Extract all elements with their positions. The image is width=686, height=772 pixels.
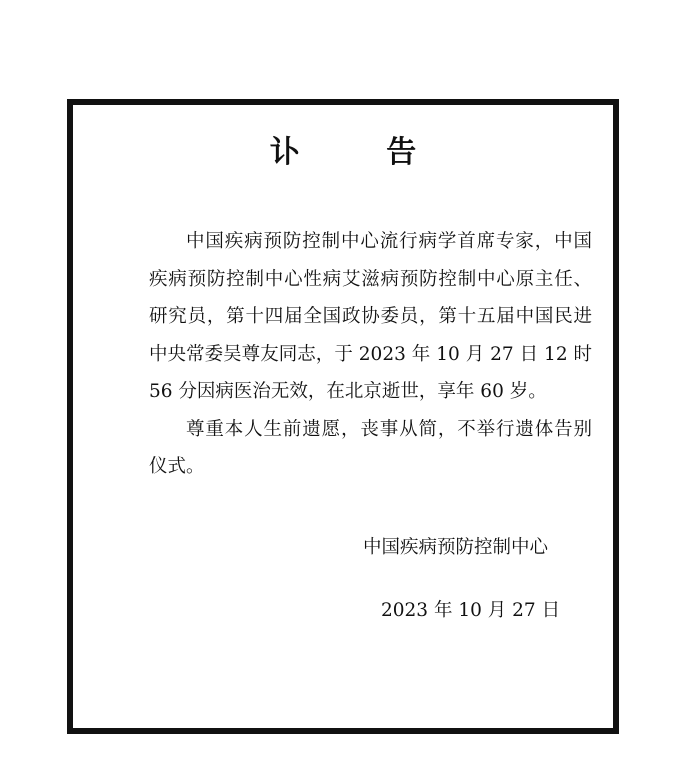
notice-paragraph-main: 中国疾病预防控制中心流行病学首席专家，中国疾病预防控制中心性病艾滋病预防控制中心原主任、研究员，第十四届全国政协委员，第十五届中国民进中央常委吴尊友同志，于 2023 年 10 月 27 日 12 时 56 分因病医治无效，在北京逝世，享年 60 岁。 bbox=[149, 231, 592, 402]
notice-body bbox=[149, 223, 592, 486]
signature-organization: 中国疾病预防控制中心 bbox=[363, 537, 549, 558]
notice-title: 讣 告 bbox=[269, 135, 455, 170]
notice-paragraph-funeral: 尊重本人生前遗愿，丧事从简，不举行遗体告别仪式。 bbox=[149, 418, 592, 477]
signature-date: 2023 年 10 月 27 日 bbox=[381, 600, 561, 621]
notice-border-frame bbox=[67, 99, 619, 734]
